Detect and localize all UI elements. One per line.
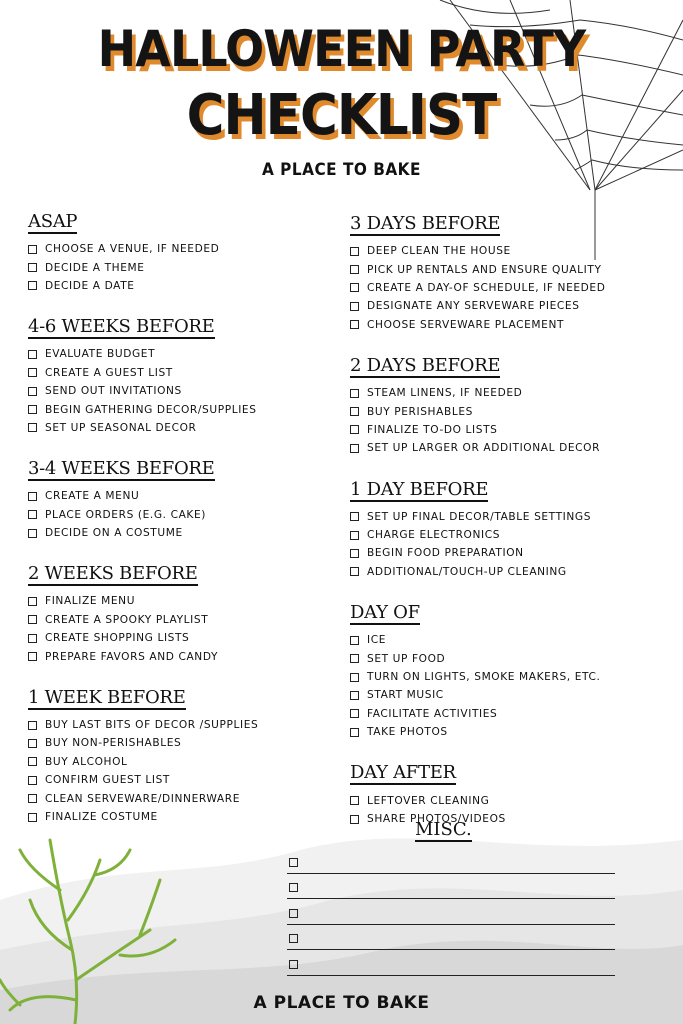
checklist-item — [28, 611, 328, 629]
checkbox-icon[interactable] — [350, 815, 359, 824]
section-2-days — [350, 356, 670, 458]
item-label: PREPARE FAVORS AND CANDY — [45, 650, 219, 663]
section-1-week — [28, 688, 328, 826]
section-3-days — [350, 214, 670, 334]
checklist-item — [28, 789, 328, 807]
checkbox-icon[interactable] — [350, 531, 359, 540]
item-label: DECIDE A THEME — [45, 261, 145, 274]
checkbox-icon[interactable] — [28, 405, 37, 414]
item-label: SHARE PHOTOS/VIDEOS — [367, 813, 506, 825]
item-label: LEFTOVER CLEANING — [367, 794, 490, 807]
item-label: CREATE A SPOOKY PLAYLIST — [45, 613, 209, 626]
checklist-item — [350, 508, 670, 526]
left-column — [28, 212, 328, 848]
item-label: TURN ON LIGHTS, SMOKE MAKERS, ETC. — [367, 671, 601, 684]
checkbox-icon[interactable] — [28, 281, 37, 290]
checklist-item — [350, 544, 670, 562]
section-title: 3-4 WEEKS BEFORE — [28, 458, 215, 480]
checkbox-icon[interactable] — [28, 739, 37, 748]
misc-line[interactable] — [287, 880, 615, 899]
checkbox-icon[interactable] — [350, 425, 359, 434]
checkbox-icon[interactable] — [28, 368, 37, 377]
item-label: CHARGE ELECTRONICS — [367, 529, 501, 542]
checkbox-icon[interactable] — [289, 858, 298, 867]
brand-name-top: A PLACE TO BAKE — [262, 160, 421, 180]
item-label: CREATE A MENU — [45, 490, 140, 503]
checklist-item — [350, 668, 670, 686]
item-label: BUY LAST BITS OF DECOR /SUPPLIES — [45, 719, 259, 732]
item-label: TAKE PHOTOS — [367, 726, 448, 739]
item-label: SET UP FOOD — [367, 652, 446, 665]
checklist-item — [350, 279, 670, 297]
item-label: CLEAN SERVEWARE/DINNERWARE — [45, 792, 240, 805]
checkbox-icon[interactable] — [350, 302, 359, 311]
checkbox-icon[interactable] — [350, 728, 359, 737]
section-title: DAY OF — [350, 602, 420, 624]
checkbox-icon[interactable] — [28, 350, 37, 359]
item-label: ADDITIONAL/TOUCH-UP CLEANING — [367, 565, 567, 578]
item-label: CONFIRM GUEST LIST — [45, 774, 170, 787]
section-title: 2 DAYS BEFORE — [350, 354, 501, 376]
section-title: 2 WEEKS BEFORE — [28, 563, 198, 585]
checkbox-icon[interactable] — [28, 634, 37, 643]
checkbox-icon[interactable] — [28, 510, 37, 519]
checklist-item — [28, 487, 328, 505]
checklist-item — [28, 734, 328, 752]
section-title: ASAP — [28, 211, 78, 232]
item-label: FINALIZE TO-DO LISTS — [367, 423, 498, 436]
checklist-item — [350, 810, 670, 828]
item-label: DECIDE ON A COSTUME — [45, 527, 183, 540]
item-label: DECIDE A DATE — [45, 279, 135, 292]
item-label: CHOOSE SERVEWARE PLACEMENT — [367, 318, 565, 331]
checklist-item — [28, 592, 328, 610]
item-label: SEND OUT INVITATIONS — [45, 385, 182, 398]
checklist-item — [350, 384, 670, 402]
section-title: 1 DAY BEFORE — [350, 478, 489, 500]
checkbox-icon[interactable] — [350, 444, 359, 453]
checklist-item — [350, 791, 670, 809]
item-label: CREATE SHOPPING LISTS — [45, 632, 190, 645]
item-label: CREATE A GUEST LIST — [45, 366, 173, 379]
item-label: BEGIN FOOD PREPARATION — [367, 547, 524, 560]
checklist-item — [28, 716, 328, 734]
checklist-item — [350, 563, 670, 581]
item-label: ICE — [367, 634, 387, 647]
checklist-item — [28, 808, 328, 826]
checkbox-icon[interactable] — [350, 247, 359, 256]
item-label: EVALUATE BUDGET — [45, 348, 156, 361]
misc-line[interactable] — [287, 957, 615, 976]
checklist-item — [350, 526, 670, 544]
checkbox-icon[interactable] — [28, 757, 37, 766]
item-label: FINALIZE MENU — [45, 595, 136, 608]
item-label: PICK UP RENTALS AND ENSURE QUALITY — [367, 263, 602, 276]
checkbox-icon[interactable] — [28, 721, 37, 730]
checklist-item — [350, 260, 670, 278]
checkbox-icon[interactable] — [28, 776, 37, 785]
section-title: 1 WEEK BEFORE — [28, 686, 186, 708]
checkbox-icon[interactable] — [350, 283, 359, 292]
checklist-item — [350, 297, 670, 315]
item-label: START MUSIC — [367, 689, 444, 702]
section-2-weeks — [28, 564, 328, 666]
checkbox-icon[interactable] — [350, 549, 359, 558]
section-asap — [28, 212, 328, 295]
section-3-4-weeks — [28, 459, 328, 542]
checkbox-icon[interactable] — [28, 794, 37, 803]
checkbox-icon[interactable] — [289, 934, 298, 943]
checkbox-icon[interactable] — [28, 615, 37, 624]
checklist-item — [28, 753, 328, 771]
checkbox-icon[interactable] — [350, 796, 359, 805]
checklist-item — [28, 277, 328, 295]
checkbox-icon[interactable] — [350, 636, 359, 645]
checkbox-icon[interactable] — [350, 567, 359, 576]
item-label: SET UP LARGER OR ADDITIONAL DECOR — [367, 442, 601, 455]
checkbox-icon[interactable] — [28, 529, 37, 538]
checkbox-icon[interactable] — [28, 423, 37, 432]
checkbox-icon[interactable] — [28, 263, 37, 272]
item-label: STEAM LINENS, IF NEEDED — [367, 387, 523, 400]
checklist-item — [350, 723, 670, 741]
checkbox-icon[interactable] — [350, 691, 359, 700]
checkbox-icon[interactable] — [28, 387, 37, 396]
misc-line[interactable] — [287, 931, 615, 950]
checkbox-icon[interactable] — [28, 813, 37, 822]
checkbox-icon[interactable] — [350, 407, 359, 416]
section-title: 3 DAYS BEFORE — [350, 213, 501, 234]
checkbox-icon[interactable] — [289, 883, 298, 892]
checkbox-icon[interactable] — [289, 960, 298, 969]
item-label: CREATE A DAY-OF SCHEDULE, IF NEEDED — [367, 281, 606, 294]
checkbox-icon[interactable] — [350, 512, 359, 521]
checklist-item — [350, 402, 670, 420]
checklist-item — [350, 242, 670, 260]
section-4-6-weeks — [28, 317, 328, 437]
item-label: CHOOSE A VENUE, IF NEEDED — [45, 243, 220, 256]
checkbox-icon[interactable] — [28, 492, 37, 501]
checklist-item — [28, 506, 328, 524]
checklist-item — [350, 439, 670, 457]
checklist-item — [350, 421, 670, 439]
checklist-item — [28, 240, 328, 258]
brand-name-bottom: A PLACE TO BAKE — [253, 993, 430, 1013]
item-label: BEGIN GATHERING DECOR/SUPPLIES — [45, 403, 257, 416]
item-label: PLACE ORDERS (E.G. CAKE) — [45, 508, 207, 521]
section-day-after — [350, 763, 670, 828]
checklist-item — [28, 382, 328, 400]
misc-title: MISC. — [415, 819, 472, 840]
checklist-item — [28, 258, 328, 276]
checklist-item — [28, 629, 328, 647]
checklist-item — [28, 647, 328, 665]
item-label: FINALIZE COSTUME — [45, 811, 158, 823]
checkbox-icon[interactable] — [350, 709, 359, 718]
item-label: SET UP SEASONAL DECOR — [45, 421, 197, 434]
checkbox-icon[interactable] — [289, 909, 298, 918]
checklist-item — [28, 524, 328, 542]
item-label: BUY ALCOHOL — [45, 755, 128, 768]
misc-line[interactable] — [287, 906, 615, 925]
checklist-item — [350, 686, 670, 704]
item-label: DEEP CLEAN THE HOUSE — [367, 245, 511, 258]
checklist-item — [28, 364, 328, 382]
checklist-item — [28, 345, 328, 363]
right-column — [350, 214, 670, 850]
page-title-line1: HALLOWEEN PARTY — [97, 20, 586, 78]
item-label: DESIGNATE ANY SERVEWARE PIECES — [367, 300, 580, 313]
checkbox-icon[interactable] — [28, 597, 37, 606]
item-label: BUY NON-PERISHABLES — [45, 737, 182, 750]
checklist-item — [28, 419, 328, 437]
checkbox-icon[interactable] — [350, 389, 359, 398]
checklist-item — [350, 631, 670, 649]
checkbox-icon[interactable] — [350, 320, 359, 329]
item-label: SET UP FINAL DECOR/TABLE SETTINGS — [367, 510, 592, 523]
section-day-of — [350, 603, 670, 741]
checkbox-icon[interactable] — [28, 652, 37, 661]
checklist-item — [350, 649, 670, 667]
checkbox-icon[interactable] — [350, 654, 359, 663]
section-1-day — [350, 480, 670, 582]
checkbox-icon[interactable] — [350, 265, 359, 274]
item-label: FACILITATE ACTIVITIES — [367, 707, 498, 720]
section-title: 4-6 WEEKS BEFORE — [28, 316, 215, 338]
page-title-line2: CHECKLIST — [186, 83, 497, 148]
misc-line[interactable] — [287, 855, 615, 874]
checklist-item — [28, 400, 328, 418]
item-label: BUY PERISHABLES — [367, 405, 473, 418]
checklist-item — [28, 771, 328, 789]
checkbox-icon[interactable] — [350, 673, 359, 682]
checklist-item — [350, 705, 670, 723]
section-title: DAY AFTER — [350, 762, 456, 784]
checklist-item — [350, 316, 670, 334]
checkbox-icon[interactable] — [28, 245, 37, 254]
